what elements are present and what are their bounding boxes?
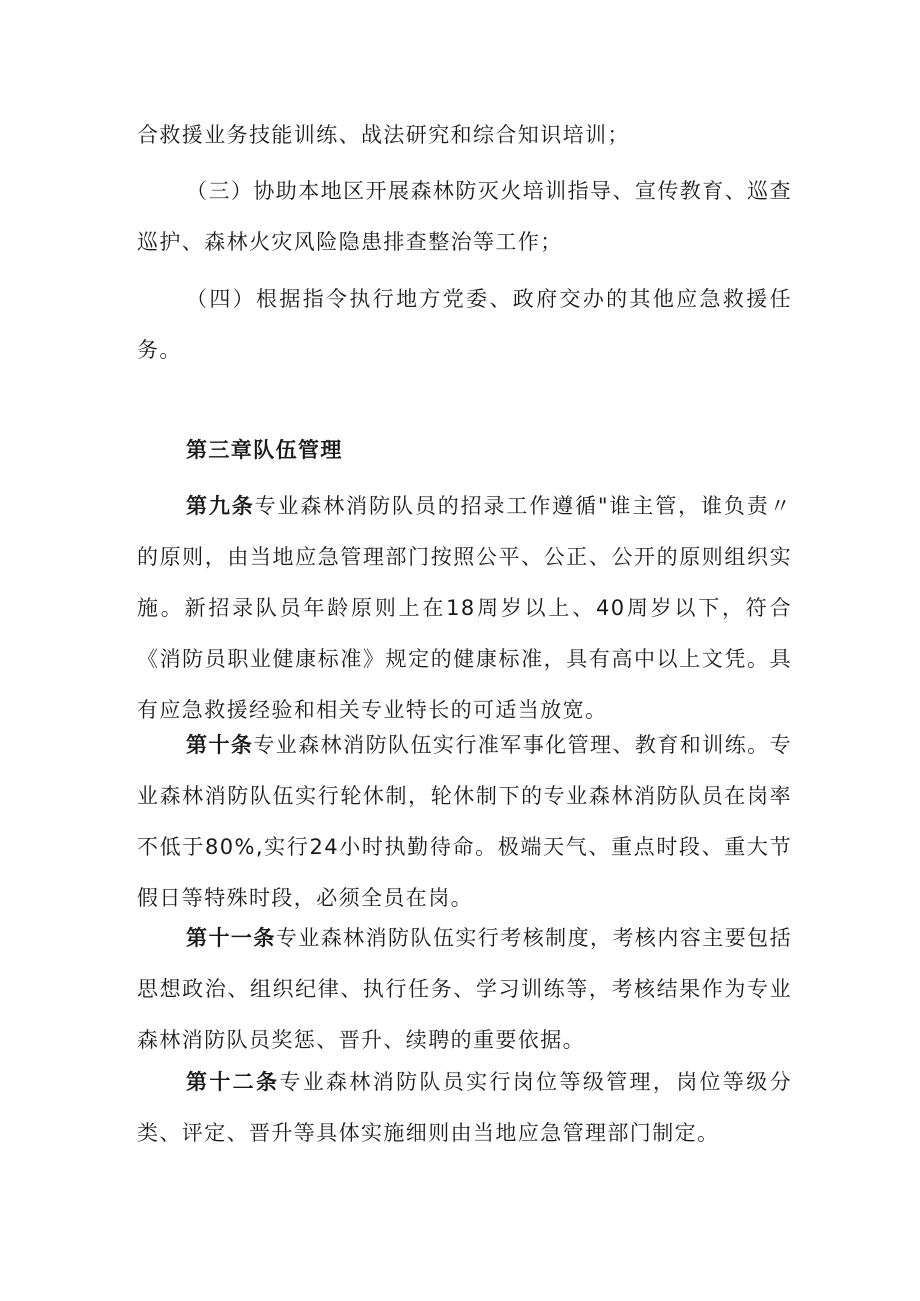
article-text: 专业森林消防队员实行岗位等级管理，岗位等级分类、评定、晋升等具体实施细则由当地应急管理部门制定。 [137, 1070, 792, 1145]
paragraph-text: （三）协助本地区开展森林防灭火培训指导、宣传教育、巡查巡护、森林火灾风险隐患排查整治等工作； [137, 179, 792, 254]
paragraph-text: 合救援业务技能训练、战法研究和综合知识培训； [137, 123, 630, 147]
article-nine [137, 481, 792, 736]
paragraph-text: （四）根据指令执行地方党委、政府交办的其他应急救援任务。 [137, 287, 792, 362]
article-label: 第十条 [186, 733, 254, 757]
article-label: 第九条 [186, 494, 255, 518]
paragraph-item-four [137, 274, 792, 376]
article-eleven [137, 913, 792, 1066]
article-text: 专业森林消防队伍实行考核制度，考核内容主要包括思想政治、组织纪律、执行任务、学习训练等，考核结果作为专业森林消防队员奖惩、晋升、续聘的重要依据。 [137, 926, 792, 1052]
article-label: 第十一条 [186, 926, 276, 950]
chapter-heading: 第三章队伍管理 [186, 438, 343, 462]
article-label: 第十二条 [186, 1070, 280, 1094]
article-text: 专业森林消防队员的招录工作遵循"谁主管，谁负责〃的原则，由当地应急管理部门按照公平、公正、公开的原则组织实施。新招录队员年龄原则上在18周岁以上、40周岁以下，符合《消防员职业健康标准》规定的健康标准，具有高中以上文凭。具有应急救援经验和相关专业特长的可适当放宽。 [137, 494, 792, 722]
article-text: 专业森林消防队伍实行准军事化管理、教育和训练。专业森林消防队伍实行轮休制，轮休制下的专业森林消防队员在岗率不低于80%,实行24小时执勤待命。极端天气、重点时段、重大节假日等特殊时段，必须全员在岗。 [137, 733, 792, 910]
article-twelve [137, 1057, 792, 1159]
article-ten [137, 720, 792, 924]
paragraph-item-three [137, 166, 792, 268]
paragraph-continuation [137, 110, 792, 161]
